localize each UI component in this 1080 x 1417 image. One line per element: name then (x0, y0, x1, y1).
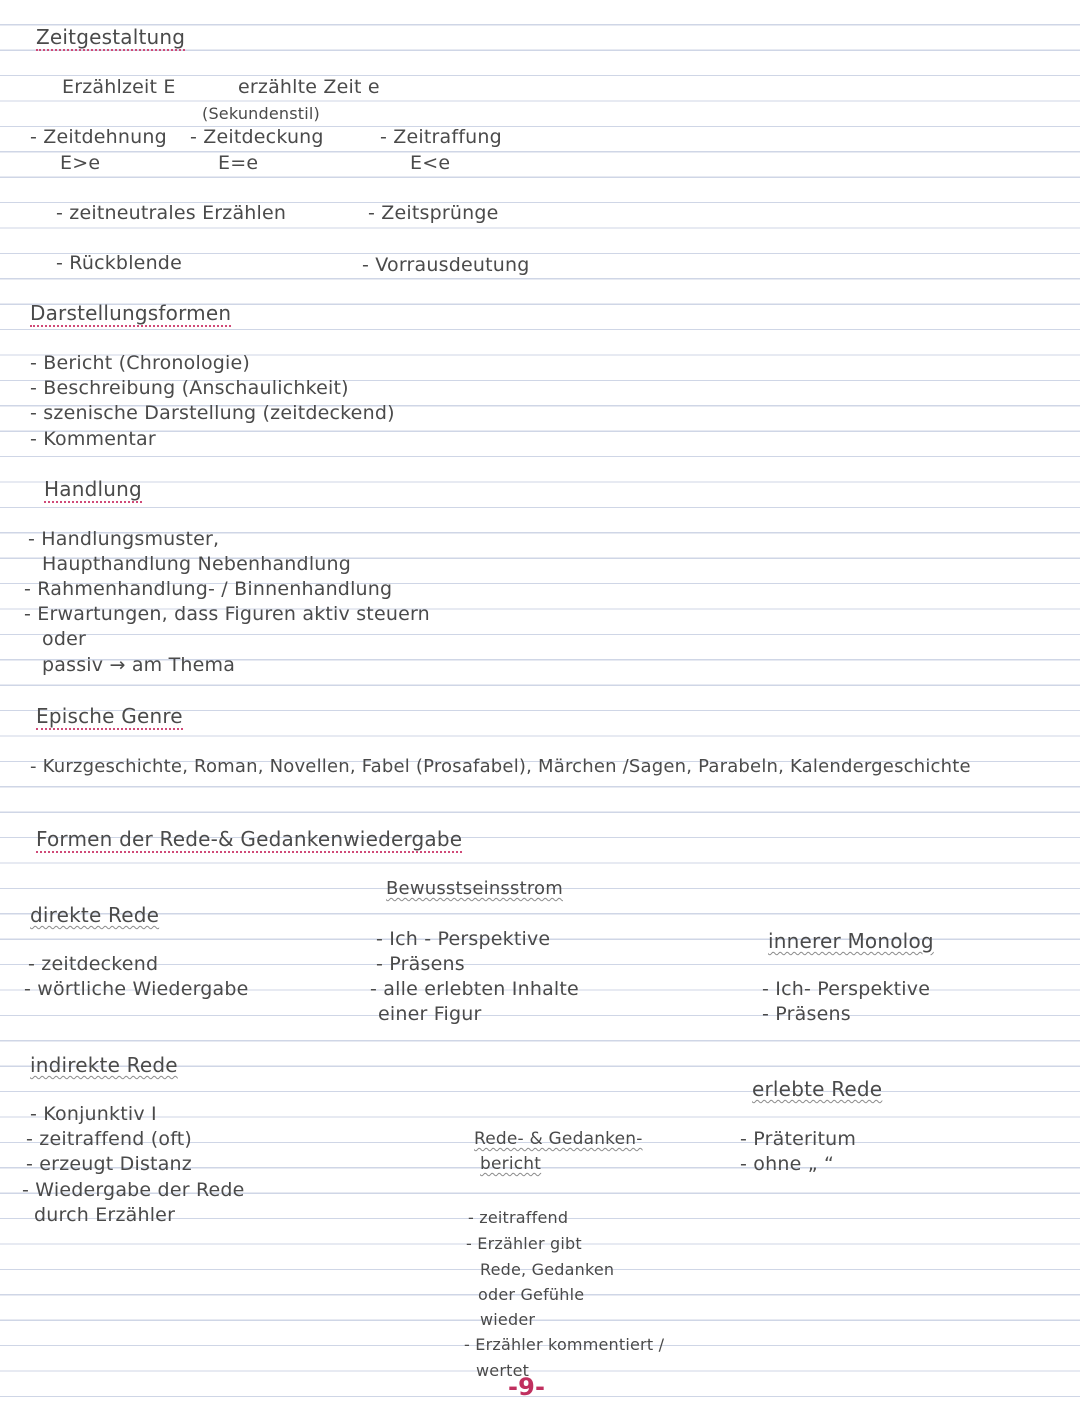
heading-handlung: Handlung (44, 477, 142, 501)
formula-zeitdeckung: E=e (218, 152, 259, 174)
label-sekundenstil: (Sekundenstil) (202, 104, 320, 123)
list-item: - ohne „ “ (740, 1153, 835, 1175)
formula-zeitdehnung: E>e (60, 152, 101, 174)
heading-zeitgestaltung: Zeitgestaltung (36, 25, 186, 49)
list-item: wieder (480, 1310, 536, 1329)
formula-zeitraffung: E<e (410, 152, 451, 174)
list-item: - Wiedergabe der Rede (22, 1179, 245, 1201)
subheading-gedankenbericht-line2: bericht (480, 1154, 542, 1174)
heading-darstellungsformen: Darstellungsformen (30, 301, 232, 325)
subheading-gedankenbericht-line1: Rede- & Gedanken- (474, 1129, 643, 1149)
subheading-erlebte-rede: erlebte Rede (752, 1077, 883, 1101)
text-line: - Erwartungen, dass Figuren aktiv steuern (24, 603, 430, 625)
text-line: - Handlungsmuster, (28, 528, 220, 550)
text-line: oder (42, 628, 86, 650)
item-zeitdehnung: - Zeitdehnung (30, 126, 167, 148)
label-erzaehlzeit: Erzählzeit E (62, 76, 176, 98)
list-item: - wörtliche Wiedergabe (24, 978, 249, 1000)
label-erzaehlte-zeit: erzählte Zeit e (238, 76, 380, 98)
list-item: - alle erlebten Inhalte (370, 978, 579, 1000)
list-item: - zeitraffend (468, 1208, 569, 1227)
list-item: - Ich - Perspektive (376, 928, 551, 950)
heading-epische-genre: Epische Genre (36, 704, 183, 728)
list-item: - zeitraffend (oft) (26, 1128, 193, 1150)
list-item: - Bericht (Chronologie) (30, 352, 251, 374)
list-item: - Beschreibung (Anschaulichkeit) (30, 377, 349, 399)
item-vorausdeutung: - Vorrausdeutung (362, 254, 530, 276)
text-line: passiv → am Thema (42, 654, 236, 676)
genre-list: - Kurzgeschichte, Roman, Novellen, Fabel (Prosafabel), Märchen /Sagen, Parabeln, Kalendergeschichte (30, 756, 971, 777)
list-item: einer Figur (378, 1003, 482, 1025)
list-item: - Kommentar (30, 428, 156, 450)
text-line: Haupthandlung Nebenhandlung (42, 553, 352, 575)
list-item: - szenische Darstellung (zeitdeckend) (30, 402, 395, 424)
list-item: - Präsens (376, 953, 465, 975)
subheading-indirekte-rede: indirekte Rede (30, 1053, 178, 1077)
list-item: oder Gefühle (478, 1285, 585, 1304)
subheading-direkte-rede: direkte Rede (30, 903, 160, 927)
list-item: - Ich- Perspektive (762, 978, 931, 1000)
item-zeitneutrales: - zeitneutrales Erzählen (56, 202, 287, 224)
list-item: - Erzähler kommentiert / (464, 1335, 665, 1354)
item-zeitraffung: - Zeitraffung (380, 126, 502, 148)
list-item: - Präsens (762, 1003, 851, 1025)
subheading-innerer-monolog: innerer Monolog (768, 929, 934, 953)
list-item: durch Erzähler (34, 1204, 176, 1226)
list-item: - Präteritum (740, 1128, 857, 1150)
item-zeitspruenge: - Zeitsprünge (368, 202, 499, 224)
heading-rede-gedanken: Formen der Rede-& Gedankenwiedergabe (36, 827, 463, 851)
list-item: - zeitdeckend (28, 953, 159, 975)
page-number: -9- (508, 1373, 546, 1401)
list-item: - erzeugt Distanz (26, 1153, 192, 1175)
item-rueckblende: - Rückblende (56, 252, 182, 274)
list-item: wertet (476, 1361, 530, 1380)
text-line: - Rahmenhandlung- / Binnenhandlung (24, 578, 393, 600)
list-item: Rede, Gedanken (480, 1260, 615, 1279)
subheading-bewusstseinsstrom: Bewusstseinsstrom (386, 878, 563, 899)
list-item: - Erzähler gibt (466, 1234, 582, 1253)
list-item: - Konjunktiv I (30, 1103, 157, 1125)
item-zeitdeckung: - Zeitdeckung (190, 126, 324, 148)
